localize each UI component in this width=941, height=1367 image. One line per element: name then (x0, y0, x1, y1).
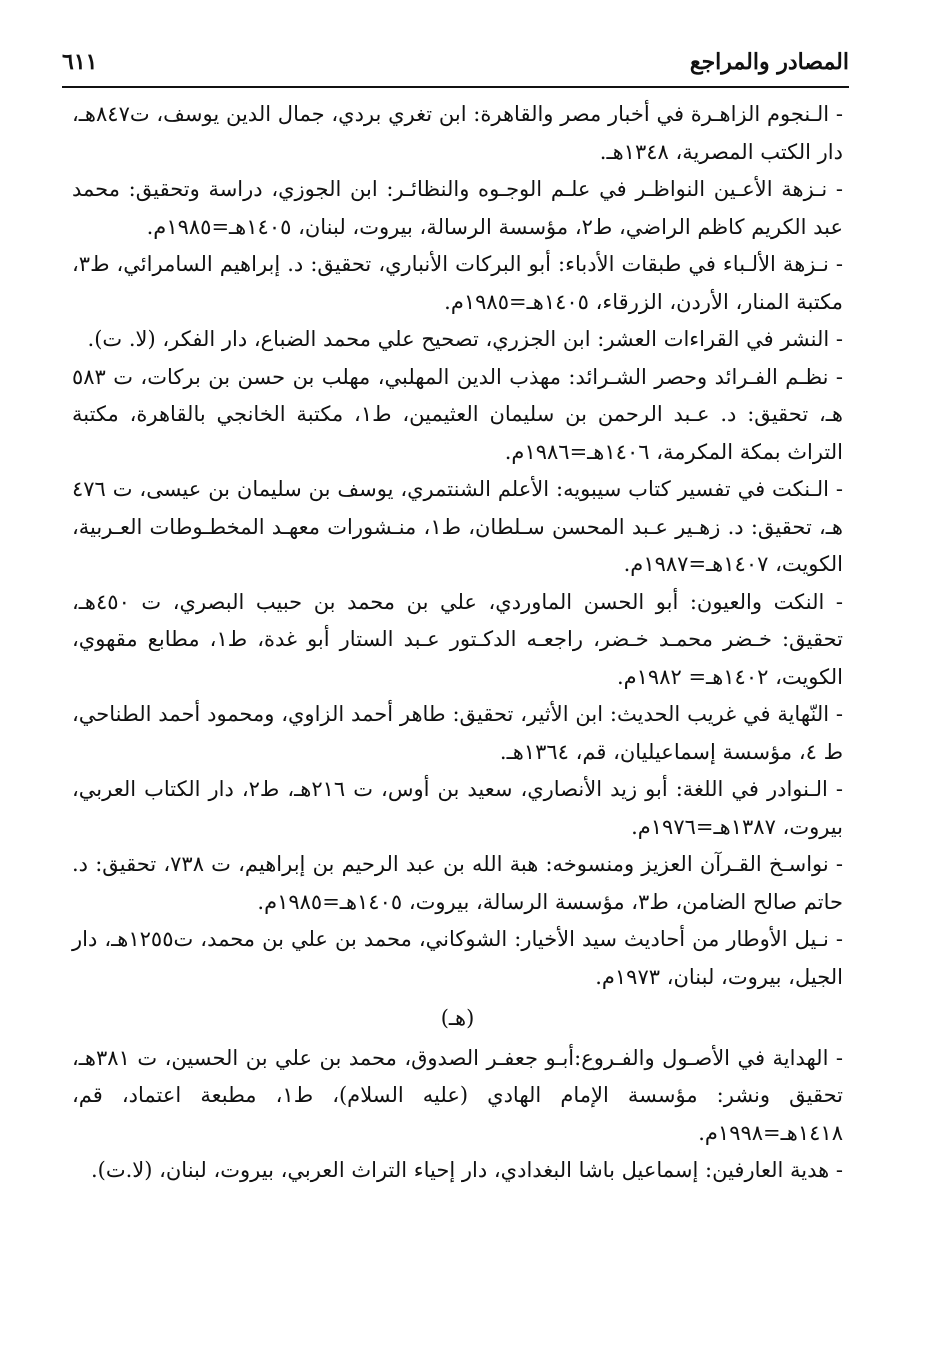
bibliography-entry: - النّهاية في غريب الحديث: ابن الأثير، تحقيق: طاهر أحمد الزاوي، ومحمود أحمد الطناحي، ط ٤، مؤسسة إسماعيليان، قم، ١٣٦٤هـ. (72, 702, 843, 764)
page-number: ٦١١ (62, 49, 98, 75)
bibliography-entry: - هدية العارفين: إسماعيل باشا البغدادي، دار إحياء التراث العربي، بيروت، لبنان، (لا.ت). (90, 1158, 843, 1182)
bibliography-list (72, 96, 843, 1190)
bibliography-entry: - نظـم الفـرائد وحصر الشـرائد: مهذب الدين المهلبي، مهلب بن حسن بن بركات، ت ٥٨٣ هـ، تحقيق: د. عـبد الرحمن بن سليمان العثيمين، ط١، مكتبة الخانجي بالقاهرة، مكتبة التراث بمكة المكرمة، ١٤٠٦هـ=١٩٨٦م. (72, 364, 844, 464)
bibliography-entry: - النشر في القراءات العشر: ابن الجزري، تصحيح علي محمد الضباع، دار الفكر، (لا. ت). (87, 327, 843, 351)
bibliography-entry: - نواسـخ القـرآن العزيز ومنسوخه: هبة الله بن عبد الرحيم بن إبراهيم، ت ٧٣٨، تحقيق: د. حاتم صالح الضامن، ط٣، مؤسسة الرسالة، بيروت، ١٤٠٥هـ=١٩٨٥م. (72, 852, 843, 914)
bibliography-entry: - نـيل الأوطار من أحاديث سيد الأخيار: الشوكاني، محمد بن علي بن محمد، ت١٢٥٥هـ، دار الجيل، بيروت، لبنان، ١٩٧٣م. (72, 927, 843, 989)
bibliography-entry: - نـزهة الأعـين النواظـر في علـم الوجـوه والنظائـر: ابن الجوزي، دراسة وتحقيق: محمد عبد الكريم كاظم الراضي، ط٢، مؤسسة الرسالة، بيروت، لبنان، ١٤٠٥هـ=١٩٨٥م. (72, 177, 843, 239)
bibliography-entry: - الـنجوم الزاهـرة في أخبار مصر والقاهرة: ابن تغري بردي، جمال الدين يوسف، ت٨٤٧هـ، دار الكتب المصرية، ١٣٤٨هـ. (72, 102, 843, 164)
header-divider (62, 86, 849, 88)
bibliography-entry: - الهداية في الأصـول والفـروع:أبـو جعفـر الصدوق، محمد بن علي بن الحسين، ت ٣٨١هـ، تحقيق ونشر: مؤسسة الإمام الهادي (عليه السلام)، ط١، مطبعة اعتماد، قم، ١٤١٨هـ=١٩٩٨م. (72, 1045, 844, 1145)
section-letter-heading: (هـ) (440, 1006, 475, 1030)
page-header (62, 42, 849, 82)
running-title: المصادر والمراجع (689, 49, 849, 75)
bibliography-entry: - الـنكت في تفسير كتاب سيبويه: الأعلم الشنتمري، يوسف بن سليمان بن عيسى، ت ٤٧٦ هـ، تحقيق: د. زهـير عـبد المحسن سـلطان، ط١، منـشورات معهـد المخطـوطات العـربية، الكويت، ١٤٠٧هـ=١٩٨٧م. (72, 477, 844, 576)
bibliography-entry: - نـزهة الألـباء في طبقات الأدباء: أبو البركات الأنباري، تحقيق: د. إبراهيم السامرائي، ط٣، مكتبة المنار، الأردن، الزرقاء، ١٤٠٥هـ=١٩٨٥م. (72, 252, 843, 314)
bibliography-entry: - الـنوادر في اللغة: أبو زيد الأنصاري، سعيد بن أوس، ت ٢١٦هـ، ط٢، دار الكتاب العربي، بيروت، ١٣٨٧هـ=١٩٧٦م. (72, 777, 843, 839)
bibliography-entry: - النكت والعيون: أبو الحسن الماوردي، علي بن محمد بن حبيب البصري، ت ٤٥٠هـ، تحقيق: خـضر محمـد خـضر، راجعـه الدكـتور عـبد الستار أبو غدة، ط١، مطابع مقهوي، الكويت، ١٤٠٢هـ= ١٩٨٢م. (72, 589, 843, 689)
